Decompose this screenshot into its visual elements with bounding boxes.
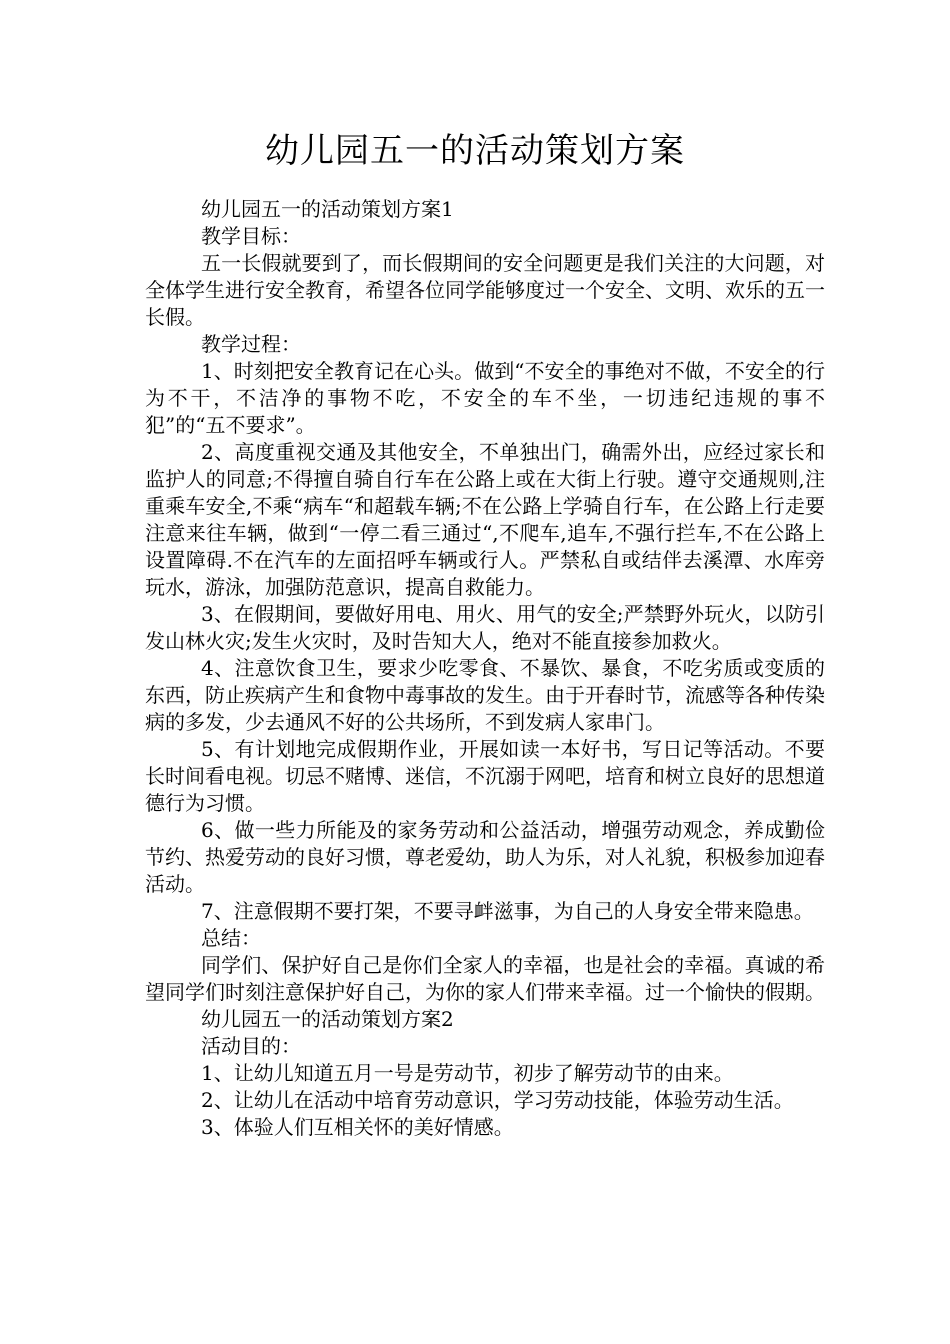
- paragraph-purpose-1: 1、让幼儿知道五月一号是劳动节，初步了解劳动节的由来。: [201, 1061, 734, 1085]
- paragraph-purpose-3: 3、体验人们互相关怀的美好情感。: [201, 1115, 514, 1139]
- document-title: 幼儿园五一的活动策划方案: [265, 131, 685, 171]
- subheading-teaching-process: 教学过程：: [201, 332, 301, 356]
- paragraph-item-7: 7、注意假期不要打架，不要寻衅滋事，为自己的人身安全带来隐患。: [201, 899, 814, 923]
- paragraph-item-6: 6、做一些力所能及的家务劳动和公益活动，增强劳动观念，养成勤俭节约、热爱劳动的良好习惯，尊老爱幼，助人为乐，对人礼貌，积极参加迎春活动。: [145, 818, 825, 896]
- subheading-teaching-goals: 教学目标：: [201, 224, 301, 248]
- paragraph-item-1: 1、时刻把安全教育记在心头。做到“不安全的事绝对不做，不安全的行为不干，不洁净的事物不吃，不安全的车不坐，一切违纪违规的事不犯”的“五不要求”。: [145, 359, 825, 437]
- paragraph-purpose-2: 2、让幼儿在活动中培育劳动意识，学习劳动技能，体验劳动生活。: [201, 1088, 794, 1112]
- subheading-summary: 总结：: [201, 926, 261, 950]
- paragraph-item-3: 3、在假期间，要做好用电、用火、用气的安全;严禁野外玩火，以防引发山林火灾;发生火灾时，及时告知大人，绝对不能直接参加救火。: [145, 602, 825, 653]
- section-heading-plan-1: 幼儿园五一的活动策划方案1: [201, 197, 454, 221]
- paragraph-goals-text: 五一长假就要到了，而长假期间的安全问题更是我们关注的大问题，对全体学生进行安全教育，希望各位同学能够度过一个安全、文明、欢乐的五一长假。: [145, 251, 825, 329]
- paragraph-item-2: 2、高度重视交通及其他安全，不单独出门，确需外出，应经过家长和监护人的同意;不得擅自骑自行车在公路上或在大街上行驶。遵守交通规则,注重乘车安全,不乘“病车“和超载车辆;不在公路上学骑自行车，在公路上行走要注意来往车辆，做到“一停二看三通过“,不爬车,追车,不强行拦车,不在公路上设置障碍.不在汽车的左面招呼车辆或行人。严禁私自或结伴去溪潭、水库旁玩水，游泳，加强防范意识，提高自救能力。: [145, 440, 825, 599]
- paragraph-item-5: 5、有计划地完成假期作业，开展如读一本好书，写日记等活动。不要长时间看电视。切忌不赌博、迷信，不沉溺于网吧，培育和树立良好的思想道德行为习惯。: [145, 737, 825, 815]
- paragraph-summary-text: 同学们、保护好自己是你们全家人的幸福，也是社会的幸福。真诚的希望同学们时刻注意保护好自己，为你的家人们带来幸福。过一个愉快的假期。: [145, 953, 825, 1004]
- section-heading-plan-2: 幼儿园五一的活动策划方案2: [201, 1007, 454, 1031]
- paragraph-item-4: 4、注意饮食卫生，要求少吃零食、不暴饮、暴食，不吃劣质或变质的东西，防止疾病产生和食物中毒事故的发生。由于开春时节，流感等各种传染病的多发，少去通风不好的公共场所，不到发病人家串门。: [145, 656, 825, 734]
- subheading-activity-purpose: 活动目的：: [201, 1034, 301, 1058]
- document-body: [145, 196, 825, 1141]
